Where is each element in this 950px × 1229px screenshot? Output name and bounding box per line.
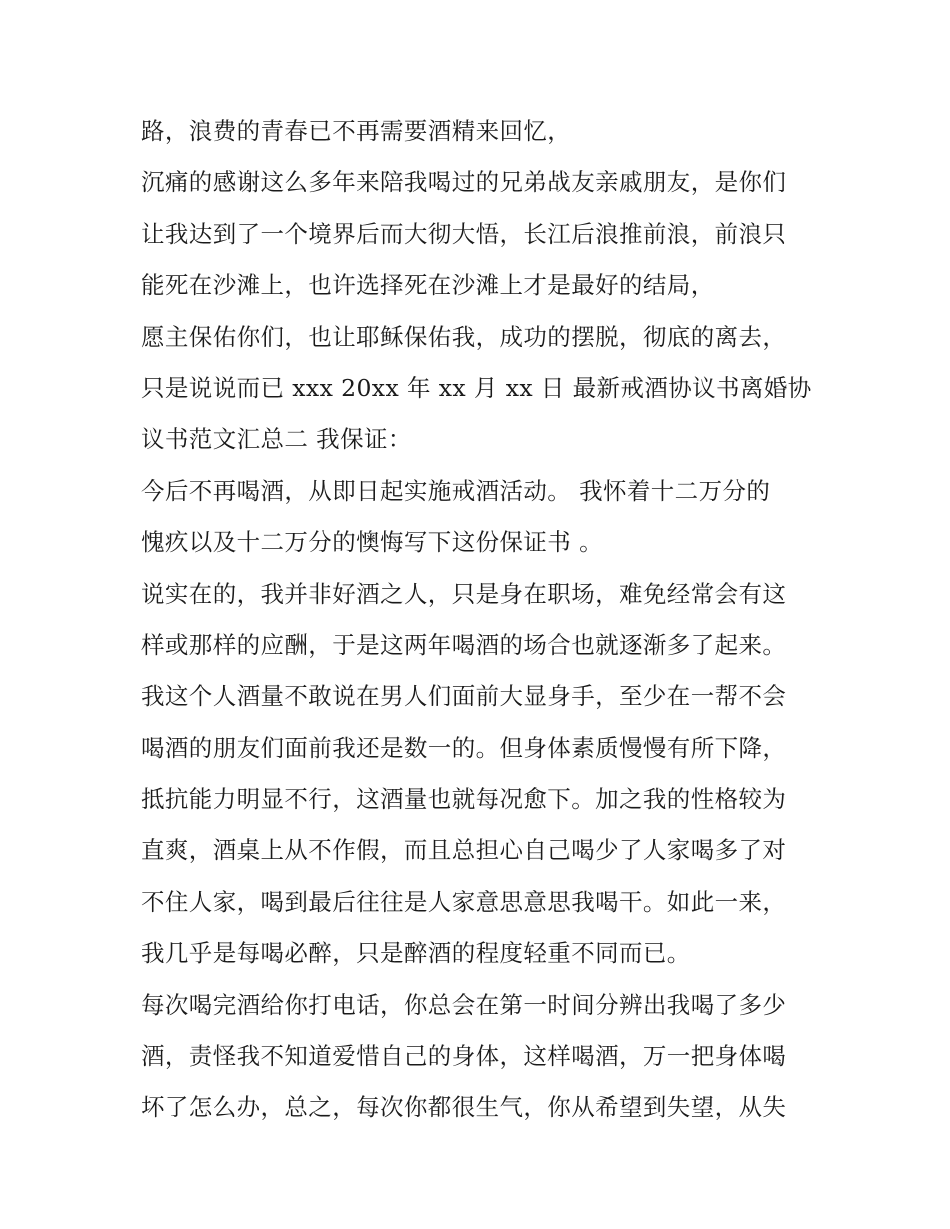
text-line: 我这个人酒量不敢说在男人们面前大显身手，至少在一帮不会 bbox=[141, 682, 787, 711]
text-line: 样或那样的应酬，于是这两年喝酒的场合也就逐渐多了起来。 bbox=[141, 630, 787, 659]
text-line: 议书范文汇总二 我保证： bbox=[141, 425, 412, 454]
text-line: 让我达到了一个境界后而大彻大悟，长江后浪推前浪，前浪只 bbox=[141, 219, 787, 248]
text-line: 沉痛的感谢这么多年来陪我喝过的兄弟战友亲戚朋友，是你们 bbox=[141, 168, 787, 197]
text-line: 抵抗能力明显不行，这酒量也就每况愈下。加之我的性格较为 bbox=[141, 785, 787, 814]
text-line: 愧疚以及十二万分的懊悔写下这份保证书 。 bbox=[141, 528, 603, 557]
text-line: 坏了怎么办，总之，每次你都很生气，你从希望到失望，从失 bbox=[141, 1093, 787, 1122]
text-line: 愿主保佑你们，也让耶稣保佑我，成功的摆脱，彻底的离去， bbox=[141, 322, 787, 351]
text-line: 只是说说而已 xxx 20xx 年 xx 月 xx 日 最新戒酒协议书离婚协 bbox=[141, 373, 812, 402]
text-line: 能死在沙滩上，也许选择死在沙滩上才是最好的结局， bbox=[141, 271, 715, 300]
text-line: 酒，责怪我不知道爱惜自己的身体，这样喝酒，万一把身体喝 bbox=[141, 1042, 787, 1071]
text-line: 今后不再喝酒，从即日起实施戒酒活动。 我怀着十二万分的 bbox=[141, 476, 771, 505]
text-line: 直爽，酒桌上从不作假，而且总担心自己喝少了人家喝多了对 bbox=[141, 836, 787, 865]
text-line: 说实在的，我并非好酒之人，只是身在职场，难免经常会有这 bbox=[141, 579, 787, 608]
document-body bbox=[141, 106, 831, 1134]
text-line: 我几乎是每喝必醉，只是醉酒的程度轻重不同而已。 bbox=[141, 939, 691, 968]
text-line: 路，浪费的青春已不再需要酒精来回忆， bbox=[141, 117, 572, 145]
text-line: 喝酒的朋友们面前我还是数一的。但身体素质慢慢有所下降， bbox=[141, 733, 787, 762]
text-line: 不住人家，喝到最后往往是人家意思意思我喝干。如此一来， bbox=[141, 887, 787, 916]
text-line: 每次喝完酒给你打电话，你总会在第一时间分辨出我喝了多少 bbox=[141, 990, 787, 1019]
